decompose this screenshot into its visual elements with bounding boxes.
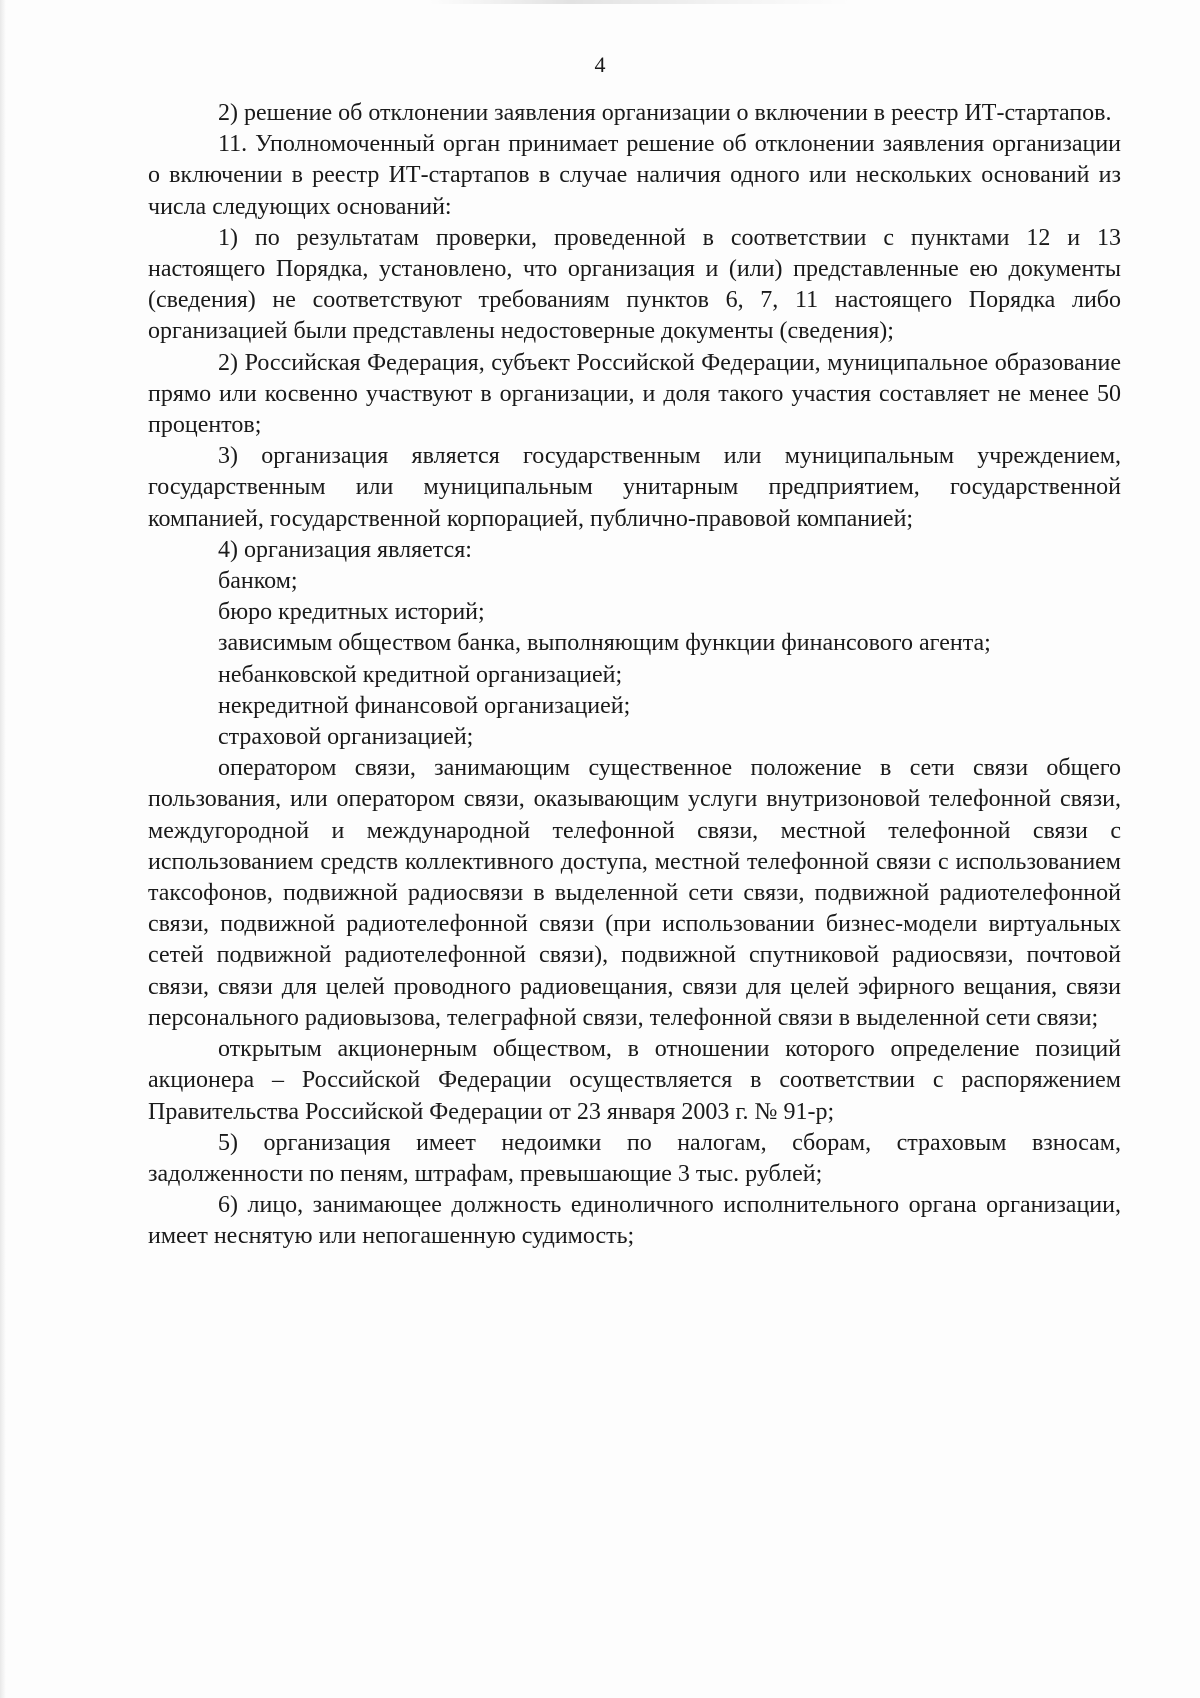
list-item-bank-subsidiary: зависимым обществом банка, выполняющим функции финансового агента; <box>218 630 991 657</box>
list-item-noncredit-financial: некредитной финансовой организацией; <box>218 692 631 719</box>
list-item-credit-bureau: бюро кредитных историй; <box>218 599 485 626</box>
list-item-bank: банком; <box>218 568 298 595</box>
list-item-nonbank-credit: небанковской кредитной организацией; <box>218 661 623 688</box>
paragraph-ground-6: 6) лицо, занимающее должность единоличного исполнительного органа организации, имеет неснятую или непогашенную судимость; <box>148 1192 1121 1250</box>
paragraph-ground-4: 4) организация является: <box>218 536 472 563</box>
paragraph-ground-1: 1) по результатам проверки, проведенной в соответствии с пунктами 12 и 13 настоящего Порядка, установлено, что организация и (или) представленные ею документы (сведения) не соответствуют требованиям пунктов 6, 7, 11 настоящего Порядка либо организацией были представлены недостоверные документы (сведения); <box>148 224 1121 345</box>
document-body <box>148 98 1121 1253</box>
list-item-telecom-operator: оператором связи, занимающим существенное положение в сети связи общего пользования, или оператором связи, оказывающим услуги внутризоновой телефонной связи, междугородной и международной телефонной связи, местной телефонной связи с использованием средств коллективного доступа, местной телефонной связи с использованием таксофонов, подвижной радиосвязи в выделенной сети связи, подвижной радиотелефонной связи, подвижной радиотелефонной связи (при использовании бизнес-модели виртуальных сетей подвижной радиотелефонной связи), подвижной спутниковой радиосвязи, почтовой связи, связи для целей проводного радиовещания, связи для целей эфирного вещания, связи персонального радиовызова, телеграфной связи, телефонной связи в выделенной сети связи; <box>148 755 1121 1031</box>
page-number: 4 <box>594 52 606 77</box>
scan-top-artifact <box>430 0 850 4</box>
paragraph-ground-3: 3) организация является государственным или муниципальным учреждением, государственным или муниципальным унитарным предприятием, государственной компанией, государственной корпорацией, публично-правовой компанией; <box>148 443 1121 532</box>
paragraph-ground-5: 5) организация имеет недоимки по налогам, сборам, страховым взносам, задолженности по пеням, штрафам, превышающие 3 тыс. рублей; <box>148 1129 1121 1187</box>
list-item-insurance: страховой организацией; <box>218 724 474 751</box>
list-item-joint-stock-company: открытым акционерным обществом, в отношении которого определение позиций акционера – Российской Федерации осуществляется в соответствии с распоряжением Правительства Российской Федерации от 23 января 2003 г. № 91-р; <box>148 1036 1121 1125</box>
paragraph-decision-rejection: 2) решение об отклонении заявления организации о включении в реестр ИТ-стартапов. <box>218 100 1112 126</box>
paragraph-item-11: 11. Уполномоченный орган принимает решение об отклонении заявления организации о включении в реестр ИТ-стартапов в случае наличия одного или нескольких оснований из числа следующих оснований: <box>148 131 1121 220</box>
scan-left-edge <box>0 0 6 1698</box>
paragraph-ground-2: 2) Российская Федерация, субъект Российской Федерации, муниципальное образование прямо или косвенно участвуют в организации, и доля такого участия составляет не менее 50 процентов; <box>148 349 1121 439</box>
